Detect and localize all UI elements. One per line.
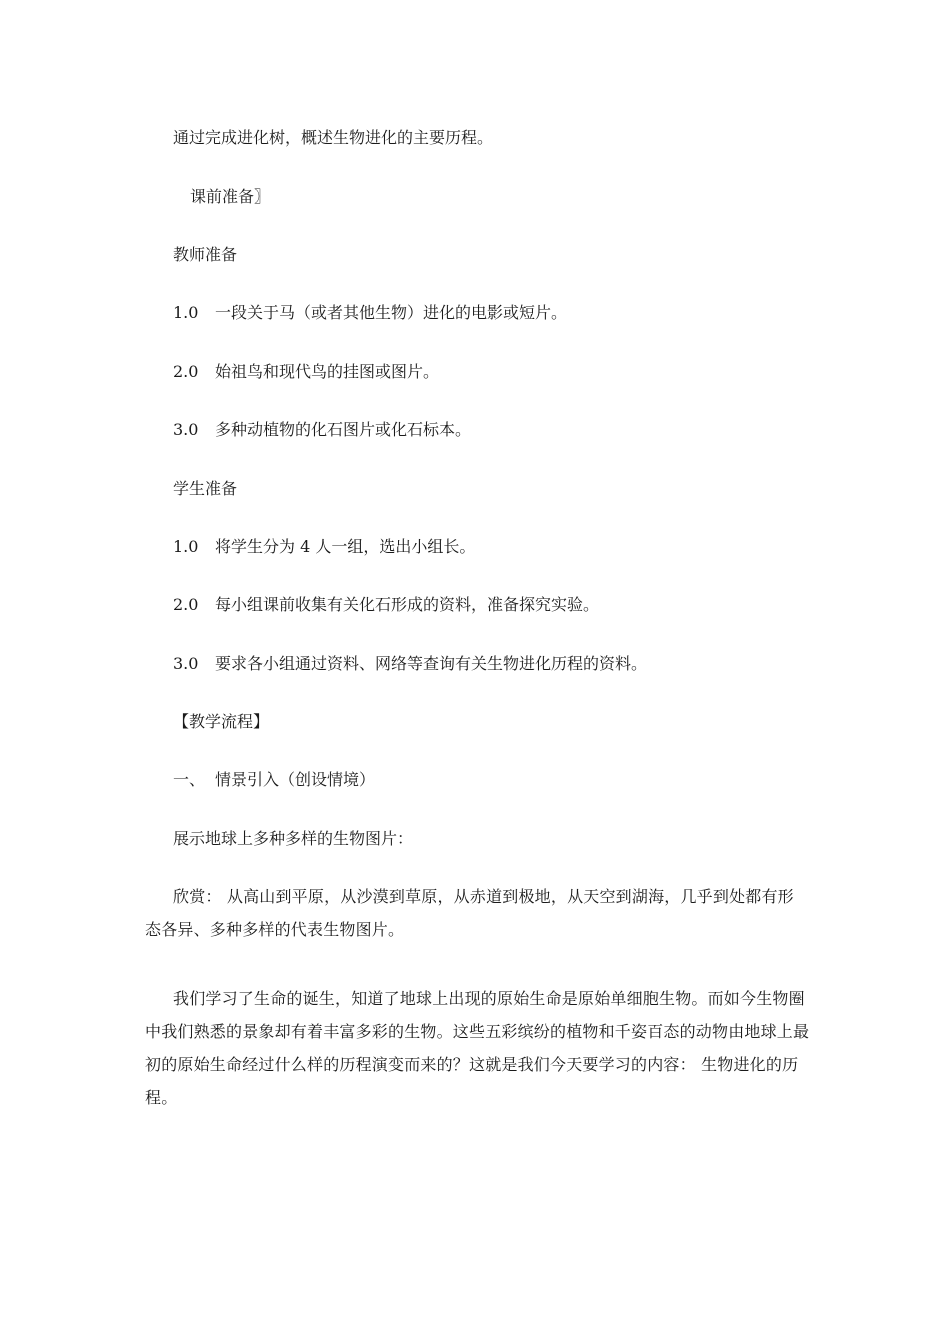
item-text: 每小组课前收集有关化石形成的资料，准备探究实验。: [215, 595, 600, 614]
item-text: 将学生分为 4 人一组，选出小组长。: [215, 537, 476, 556]
section-number: 一、: [173, 770, 206, 789]
teaching-flow-heading: 【教学流程】: [173, 712, 270, 731]
student-item-3: [173, 652, 647, 676]
item-number: 3.0: [173, 654, 199, 673]
intro-paragraph: 我们学习了生命的诞生，知道了地球上出现的原始生命是原始单细胞生物。而如今生物圈中我们熟悉的景象却有着丰富多彩的生物。这些五彩缤纷的植物和千姿百态的动物由地球上最初的原始生命经过什么样的历程演变而来的？这就是我们今天要学习的内容： 生物进化的历程。: [145, 989, 810, 1107]
teacher-item-3: [173, 418, 471, 442]
item-text: 要求各小组通过资料、网络等查询有关生物进化历程的资料。: [215, 654, 648, 673]
prep-heading: 课前准备〗: [190, 187, 271, 206]
show-pictures-line: 展示地球上多种多样的生物图片：: [173, 829, 414, 848]
teacher-item-1: [173, 301, 567, 325]
student-item-2: [173, 593, 599, 617]
item-number: 3.0: [173, 420, 199, 439]
teacher-prep-heading: 教师准备: [173, 245, 238, 264]
item-number: 1.0: [173, 303, 199, 322]
objective-text: 通过完成进化树，概述生物进化的主要历程。: [173, 128, 494, 147]
item-number: 1.0: [173, 537, 199, 556]
section-one-heading: [173, 768, 375, 792]
appreciate-paragraph: 欣赏： 从高山到平原，从沙漠到草原，从赤道到极地，从天空到湖海，几乎到处都有形态各异、多种多样的代表生物图片。: [145, 887, 794, 939]
student-item-1: [173, 535, 475, 559]
student-prep-heading: 学生准备: [173, 479, 238, 498]
item-text: 始祖鸟和现代鸟的挂图或图片。: [215, 362, 440, 381]
teacher-item-2: [173, 360, 439, 384]
item-text: 一段关于马（或者其他生物）进化的电影或短片。: [215, 303, 568, 322]
item-text: 多种动植物的化石图片或化石标本。: [215, 420, 472, 439]
item-number: 2.0: [173, 362, 199, 381]
item-number: 2.0: [173, 595, 199, 614]
section-title: 情景引入（创设情境）: [215, 770, 376, 789]
